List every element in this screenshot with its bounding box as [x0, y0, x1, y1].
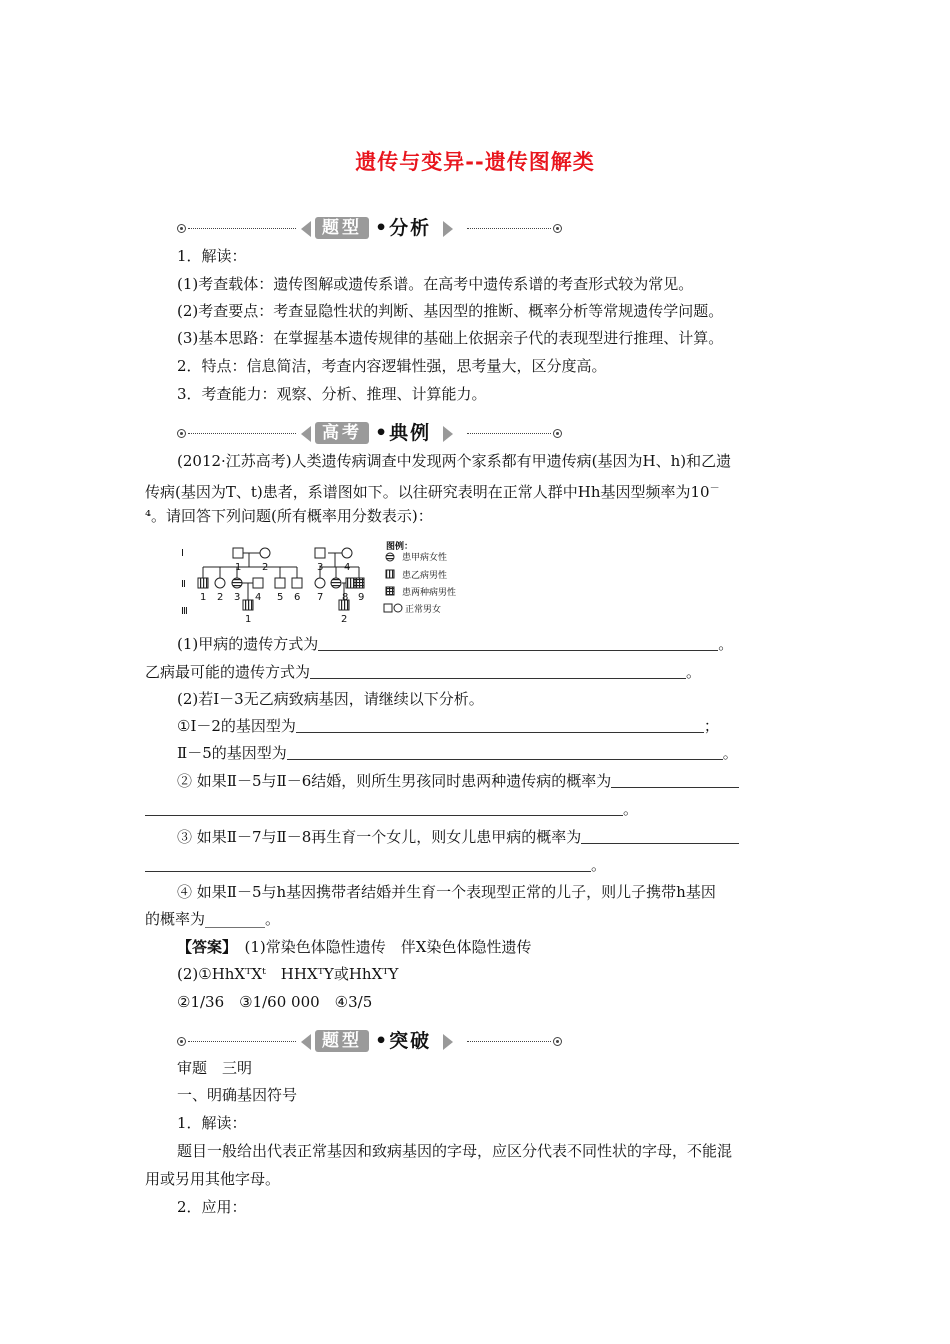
triangle-right-icon [443, 426, 453, 442]
answer-blank [581, 827, 739, 844]
answer-blank [310, 662, 686, 679]
question-text: ①Ⅰ－2的基因型为 [177, 717, 296, 735]
individual-number: 8 [342, 592, 349, 603]
analysis-line: 3．考查能力：观察、分析、推理、计算能力。 [177, 385, 487, 403]
generation-label: Ⅱ [181, 579, 186, 590]
answer-label: 【答案】 [177, 938, 230, 956]
generation-label: Ⅲ [181, 606, 188, 617]
individual-number: 2 [341, 614, 348, 625]
individual-number: 5 [277, 592, 284, 603]
section-label: •典例 [375, 422, 432, 444]
dot-circle-icon [177, 1037, 186, 1046]
breakthrough-line: 用或另用其他字母。 [145, 1170, 281, 1188]
dotted-rule [188, 1041, 296, 1042]
analysis-line: (1)考查载体：遗传图解或遗传系谱。在高考中遗传系谱的考查形式较为常见。 [177, 275, 694, 293]
dot-circle-icon [553, 1037, 562, 1046]
question-text: ② 如果Ⅱ－5与Ⅱ－6结婚，则所生男孩同时患两种遗传病的概率为 [177, 772, 612, 790]
breakthrough-line: 1．解读： [177, 1114, 247, 1132]
answer-line: (2)①HhXᵀXᵗ HHXᵀY或HhXᵀY [177, 965, 399, 983]
legend-item: 患两种病男性 [402, 588, 457, 598]
question-line: (2)若Ⅰ－3无乙病致病基因，请继续以下分析。 [177, 690, 484, 708]
triangle-left-icon [301, 426, 311, 442]
question-line: ④ 如果Ⅱ－5与h基因携带者结婚并生育一个表现型正常的儿子，则儿子携带h基因 [177, 883, 716, 901]
dot-circle-icon [177, 224, 186, 233]
question-text: Ⅱ－5的基因型为 [177, 744, 287, 762]
legend-item: 患甲病女性 [402, 553, 448, 563]
question-text: 乙病最可能的遗传方式为 [145, 663, 311, 681]
example-paragraph: ⁴。请回答下列问题(所有概率用分数表示)： [145, 507, 433, 525]
question-line [177, 741, 738, 765]
analysis-line: 1．解读： [177, 247, 247, 265]
example-paragraph-text: 传病(基因为T、t)患者，系谱图如下。以往研究表明在正常人群中Hh基因型频率为10 [145, 483, 710, 501]
analysis-line: (3)基本思路：在掌握基本遗传规律的基础上依据亲子代的表现型进行推理、计算。 [177, 329, 724, 347]
question-line [145, 797, 638, 821]
section-label: •分析 [375, 217, 432, 239]
question-text: ③ 如果Ⅱ－7与Ⅱ－8再生育一个女儿，则女儿患甲病的概率为 [177, 828, 582, 846]
section-pill: 题型 [315, 217, 369, 239]
question-line [145, 853, 606, 877]
individual-number: 1 [200, 592, 207, 603]
breakthrough-line: 一、明确基因符号 [177, 1086, 298, 1104]
question-line [145, 660, 701, 684]
dot-circle-icon [177, 429, 186, 438]
answer-line [177, 935, 531, 959]
legend-title: 图例： [386, 542, 414, 552]
question-line: 的概率为________。 [145, 910, 281, 928]
punct: 。 [686, 663, 702, 681]
answer-blank [145, 799, 623, 816]
dotted-rule [467, 1041, 551, 1042]
analysis-line: 2．特点：信息简洁，考查内容逻辑性强，思考量大，区分度高。 [177, 357, 607, 375]
legend-item: 患乙病男性 [402, 571, 448, 581]
question-line [177, 632, 733, 656]
section-header-example [177, 419, 567, 449]
example-paragraph: (2012·江苏高考)人类遗传病调查中发现两个家系都有甲遗传病(基因为H、h)和乙遗 [177, 452, 732, 470]
triangle-left-icon [301, 1034, 311, 1050]
pedigree-diagram [176, 540, 516, 632]
punct: 。 [591, 856, 607, 874]
answer-blank [318, 634, 718, 651]
section-header-analysis [177, 214, 567, 244]
answer-blank [145, 855, 591, 872]
analysis-line: (2)考查要点：考查显隐性状的判断、基因型的推断、概率分析等常规遗传学问题。 [177, 302, 724, 320]
question-text: (1)甲病的遗传方式为 [177, 635, 319, 653]
individual-number: 9 [358, 592, 365, 603]
individual-number: 4 [255, 592, 262, 603]
individual-number: 4 [344, 562, 351, 573]
section-pill: 题型 [315, 1030, 369, 1052]
generation-label: Ⅰ [181, 548, 184, 559]
individual-number: 1 [245, 614, 252, 625]
triangle-right-icon [443, 221, 453, 237]
answer-blank [296, 716, 704, 733]
dotted-rule [188, 433, 296, 434]
dotted-rule [467, 228, 551, 229]
dot-circle-icon [553, 429, 562, 438]
section-header-breakthrough [177, 1027, 567, 1057]
punct: 。 [718, 635, 734, 653]
superscript: － [709, 483, 720, 494]
legend-item: 正常男女 [405, 605, 442, 615]
individual-number: 2 [262, 562, 269, 573]
question-line [177, 825, 739, 849]
triangle-left-icon [301, 221, 311, 237]
section-pill: 高考 [315, 422, 369, 444]
dotted-rule [467, 433, 551, 434]
answer-blank [611, 771, 739, 788]
breakthrough-line: 题目一般给出代表正常基因和致病基因的字母，应区分代表不同性状的字母，不能混 [177, 1142, 733, 1160]
answer-blank [287, 743, 723, 760]
punct: 。 [623, 800, 639, 818]
section-label: •突破 [375, 1030, 432, 1052]
answer-text: (1)常染色体隐性遗传 伴X染色体隐性遗传 [244, 938, 532, 956]
dotted-rule [188, 228, 296, 229]
punct: 。 [722, 744, 738, 762]
individual-number: 2 [217, 592, 224, 603]
individual-number: 3 [317, 562, 324, 573]
punct: ； [703, 717, 719, 735]
individual-number: 6 [294, 592, 301, 603]
breakthrough-line: 2．应用： [177, 1198, 247, 1216]
question-line [177, 714, 719, 738]
breakthrough-line: 审题 三明 [177, 1059, 253, 1077]
individual-number: 3 [234, 592, 241, 603]
triangle-right-icon [443, 1034, 453, 1050]
question-line [177, 769, 739, 793]
individual-number: 1 [235, 562, 242, 573]
answer-line: ②1/36 ③1/60 000 ④3/5 [177, 993, 373, 1011]
dot-circle-icon [553, 224, 562, 233]
page-title: 遗传与变异--遗传图解类 [355, 150, 595, 174]
individual-number: 7 [317, 592, 324, 603]
example-paragraph [145, 477, 720, 504]
